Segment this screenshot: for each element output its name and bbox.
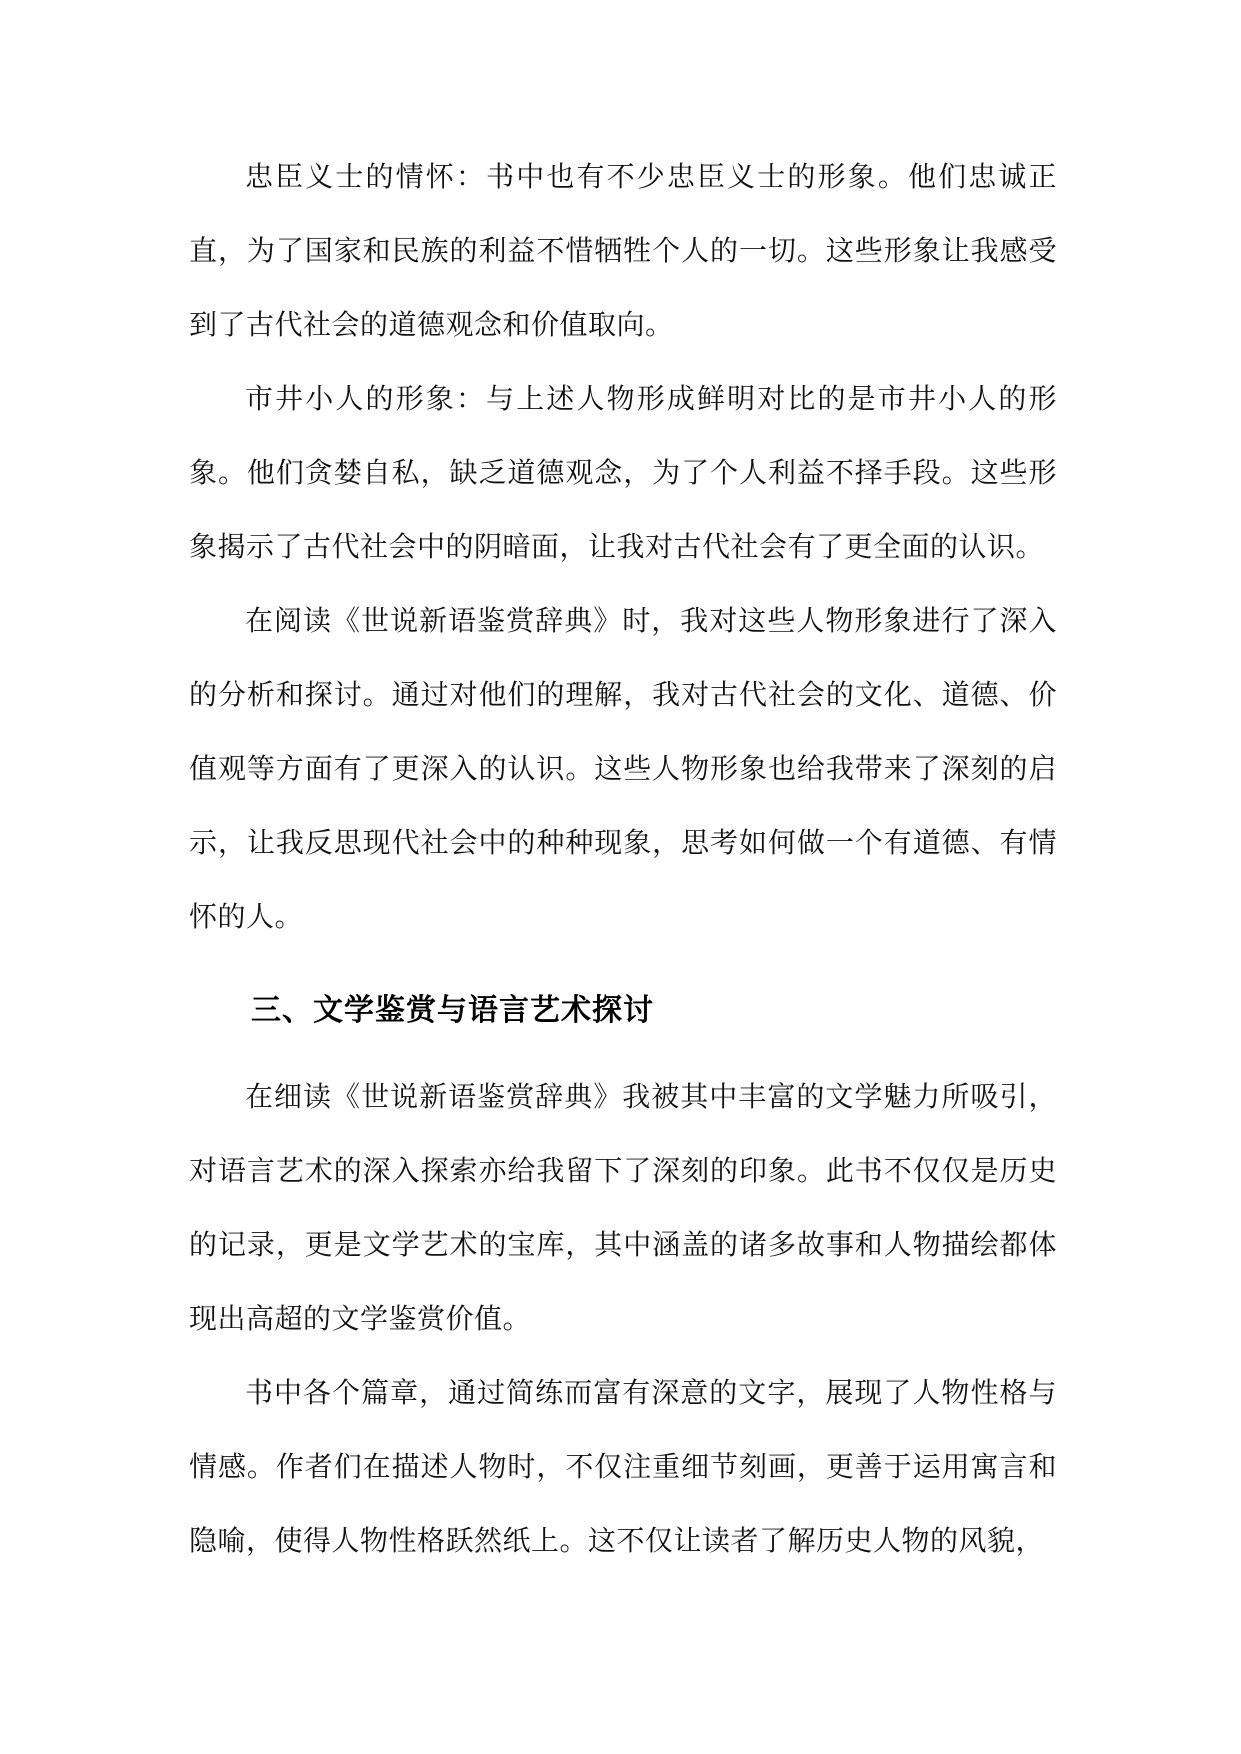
paragraph-reading-reflection: 在阅读《世说新语鉴赏辞典》时，我对这些人物形象进行了深入的分析和探讨。通过对他们的理解，我对古代社会的文化、道德、价值观等方面有了更深入的认识。这些人物形象也给我带来了深刻的启示，让我反思现代社会中的种种现象，思考如何做一个有道德、有情怀的人。 (189, 604, 1057, 933)
paragraph-literary-charm: 在细读《世说新语鉴赏辞典》我被其中丰富的文学魅力所吸引，对语言艺术的深入探索亦给我留下了深刻的印象。此书不仅仅是历史的记录，更是文学艺术的宝库，其中涵盖的诸多故事和人物描绘都体现出高超的文学鉴赏价值。 (189, 1080, 1057, 1335)
paragraph-petty-people: 市井小人的形象：与上述人物形成鲜明对比的是市井小人的形象。他们贪婪自私，缺乏道德观念，为了个人利益不择手段。这些形象揭示了古代社会中的阴暗面，让我对古代社会有了更全面的认识。 (189, 382, 1057, 563)
paragraph-character-portrayal: 书中各个篇章，通过简练而富有深意的文字，展现了人物性格与情感。作者们在描述人物时，不仅注重细节刻画，更善于运用寓言和隐喻，使得人物性格跃然纸上。这不仅让读者了解历史人物的风貌， (189, 1376, 1057, 1557)
paragraph-loyal-officials: 忠臣义士的情怀：书中也有不少忠臣义士的形象。他们忠诚正直，为了国家和民族的利益不惜牺牲个人的一切。这些形象让我感受到了古代社会的道德观念和价值取向。 (189, 160, 1057, 341)
document-body (189, 140, 1057, 1578)
section-heading: 三、文学鉴赏与语言艺术探讨 (251, 993, 654, 1028)
